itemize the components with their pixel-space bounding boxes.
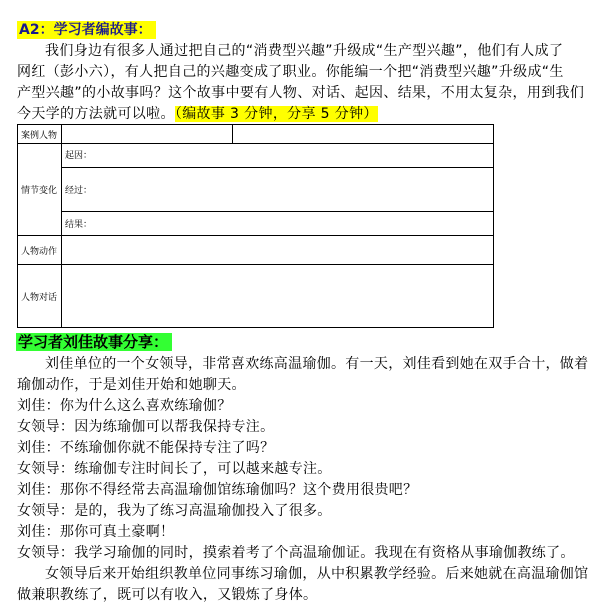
intro-line: 产型兴趣”的小故事吗？这个故事中要有人物、对话、起因、结果，不用太复杂，用到我们	[17, 85, 585, 101]
intro-line: 网红（彭小六），有人把自己的兴趣变成了职业。你能编一个把“消费型兴趣”升级成“生	[17, 64, 564, 80]
result-field[interactable]	[62, 212, 494, 236]
story-line: 刘佳：那你可真土豪啊！	[17, 524, 175, 540]
story-line: 刘佳：不练瑜伽你就不能保持专注了吗？	[17, 440, 275, 456]
dialogue-label: 人物对话	[18, 265, 62, 328]
story-share-heading: 学习者刘佳故事分享：	[16, 333, 172, 351]
story-line: 刘佳单位的一个女领导，非常喜欢练高温瑜伽。有一天，刘佳看到她在双手合十，做着	[45, 356, 589, 372]
dialogue-field[interactable]	[62, 265, 494, 328]
story-line: 刘佳：你为什么这么喜欢练瑜伽？	[17, 398, 232, 414]
shared-story	[17, 354, 597, 606]
story-line: 女领导后来开始组织教单位同事练习瑜伽，从中积累教学经验。后来她就在高温瑜伽馆	[45, 566, 589, 582]
story-line: 女领导：练瑜伽专注时间长了，可以越来越专注。	[17, 461, 332, 477]
process-field[interactable]	[62, 168, 494, 212]
intro-line-text: 今天学的方法就可以啦。	[17, 106, 175, 122]
cause-field[interactable]	[62, 144, 494, 168]
story-worksheet-table	[17, 124, 494, 328]
intro-paragraph	[17, 41, 591, 125]
characters-label: 案例人物	[18, 125, 62, 144]
characters-field-extra[interactable]	[233, 125, 494, 144]
intro-line	[17, 104, 591, 125]
intro-line: 我们身边有很多人通过把自己的“消费型兴趣”升级成“生产型兴趣”，他们有人成了	[45, 43, 564, 59]
story-line: 女领导：是的，我为了练习高温瑜伽投入了很多。	[17, 503, 332, 519]
story-line: 女领导：我学习瑜伽的同时，摸索着考了个高温瑜伽证。我现在有资格从事瑜伽教练了。	[17, 545, 575, 561]
section-heading-a2: A2：学习者编故事：	[17, 21, 156, 39]
process-label: 经过：	[65, 186, 93, 196]
action-label: 人物动作	[18, 236, 62, 265]
cause-label: 起因：	[65, 151, 93, 161]
plot-label: 情节变化	[18, 144, 62, 236]
action-field[interactable]	[62, 236, 494, 265]
story-line: 女领导：因为练瑜伽可以帮我保持专注。	[17, 419, 275, 435]
story-line: 做兼职教练了，既可以有收入，又锻炼了身体。	[17, 587, 318, 603]
story-line: 刘佳：那你不得经常去高温瑜伽馆练瑜伽吗？这个费用很贵吧？	[17, 482, 418, 498]
characters-field[interactable]	[62, 125, 233, 144]
story-line: 瑜伽动作，于是刘佳开始和她聊天。	[17, 377, 246, 393]
time-note-highlight: （编故事 3 分钟，分享 5 分钟）	[174, 106, 378, 122]
result-label: 结果：	[65, 220, 93, 230]
